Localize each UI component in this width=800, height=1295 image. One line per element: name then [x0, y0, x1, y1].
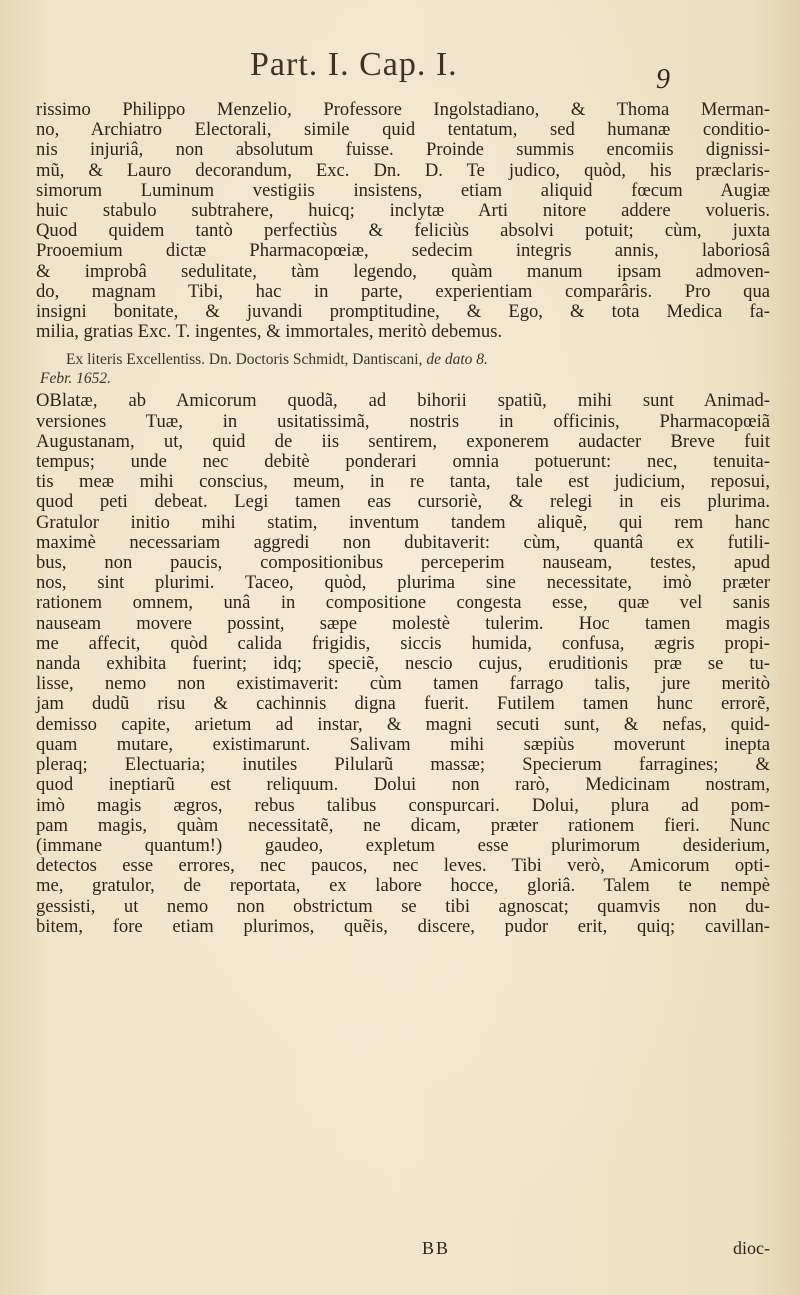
- text-line: quod peti debeat. Legi tamen eas cursoriè, & relegi in eis plurima.: [36, 491, 770, 513]
- text-line: detectos esse errores, nec paucos, nec leves. Tibi verò, Amicorum opti-: [36, 855, 770, 877]
- letter-heading-date-cont: Febr. 1652.: [40, 370, 112, 388]
- text-line: nos, sint plurimi. Taceo, quòd, plurima sine necessitate, imò præter: [36, 572, 770, 594]
- text-line: demisso capite, arietum ad instar, & magni secuti sunt, & nefas, quid-: [36, 713, 770, 735]
- text-line: & improbâ sedulitate, tàm legendo, quàm manum ipsam admoven-: [36, 260, 770, 282]
- text-line: pleraq; Electuaria; inutiles Pilularũ massæ; Specierum farragines; &: [36, 754, 770, 776]
- text-line: quam mutare, existimarunt. Salivam mihi sæpiùs moverunt inepta: [36, 733, 770, 755]
- paragraph-2: [36, 391, 770, 936]
- text-line: lisse, nemo non existimaverit: cùm tamen farrago talis, jure meritò: [36, 673, 770, 695]
- text-line: imò magis ægros, rebus talibus conspurcari. Dolui, plura ad pom-: [36, 794, 770, 816]
- text-line: insigni bonitate, & juvandi promptitudine, & Ego, & tota Medica fa-: [36, 301, 770, 323]
- page-number: 9: [656, 64, 670, 95]
- text-line: me, gratulor, de reportata, ex labore hocce, gloriâ. Talem te nempè: [36, 875, 770, 897]
- text-line: simorum Luminum vestigiis insistens, etiam aliquid fœcum Augiæ: [36, 179, 770, 201]
- text-line: milia, gratias Exc. T. ingentes, & immortales, meritò debemus.: [36, 321, 503, 343]
- text-line: huic stabulo subtrahere, huicq; inclytæ Arti nitore addere volueris.: [36, 200, 770, 222]
- text-line: nauseam movere possint, sæpe molestè tulerim. Hoc tamen magis: [36, 612, 770, 634]
- signature-mark: BB: [422, 1238, 451, 1258]
- text-line: Augustanam, ut, quid de iis sentirem, exponerem audacter Breve fuit: [36, 430, 770, 452]
- text-line: OBlatæ, ab Amicorum quodã, ad bihorii spatiũ, mihi sunt Animad-: [36, 390, 770, 412]
- running-title: Part. I. Cap. I.: [250, 46, 458, 83]
- text-line: (immane quantum!) gaudeo, expletum esse plurimorum desiderium,: [36, 834, 770, 856]
- body-text: [36, 100, 770, 937]
- letter-heading: [36, 350, 770, 388]
- text-line: Gratulor initio mihi statim, inventum tandem aliquẽ, qui rem hanc: [36, 511, 770, 533]
- running-head: [250, 46, 670, 96]
- text-line: versiones Tuæ, in usitatissimã, nostris in officinis, Pharmacopœiã: [36, 410, 770, 432]
- text-line: do, magnam Tibi, hac in parte, experientiam comparâris. Pro qua: [36, 280, 770, 302]
- text-line: Prooemium dictæ Pharmacopœiæ, sedecim integris annis, laboriosâ: [36, 240, 770, 262]
- text-line: pam magis, quàm necessitatẽ, ne dicam, præter rationem fieri. Nunc: [36, 814, 770, 836]
- text-line: gessisti, ut nemo non obstrictum se tibi agnoscat; quamvis non du-: [36, 895, 770, 917]
- text-line: Quod quidem tantò perfectiùs & feliciùs absolvi potuit; cùm, juxta: [36, 220, 770, 242]
- paragraph-1: [36, 100, 770, 342]
- text-line: mũ, & Lauro decorandum, Exc. Dn. D. Te judico, quòd, his præclaris-: [36, 159, 770, 181]
- text-line: bitem, fore etiam plurimos, quẽis, discere, pudor erit, quiq; cavillan-: [36, 915, 770, 937]
- text-line: nis injuriâ, non absolutum fuisse. Proinde summis encomiis dignissi-: [36, 139, 770, 161]
- letter-heading-date: de dato 8.: [426, 351, 488, 369]
- text-line: bus, non paucis, compositionibus perceperim nauseam, testes, apud: [36, 552, 770, 574]
- text-line: nanda exhibita fuerint; idq; speciẽ, nescio cujus, eruditionis præ se tu-: [36, 653, 770, 675]
- text-line: tis meæ mihi conscius, meum, in re tanta, tale est judicium, reposui,: [36, 471, 770, 493]
- text-line: rissimo Philippo Menzelio, Professore Ingolstadiano, & Thoma Merman-: [36, 99, 770, 120]
- page-footer: [36, 1238, 770, 1262]
- text-line: me affecit, quòd calida frigidis, siccis humida, confusa, ægris propi-: [36, 632, 770, 654]
- letter-heading-source: Ex literis Excellentiss. Dn. Doctoris Schmidt, Dantiscani,: [66, 351, 423, 369]
- text-line: tempus; unde nec debitè ponderari omnia potuerunt: nec, tenuita-: [36, 451, 770, 473]
- text-line: jam dudũ risu & cachinnis digna fuerit. Futilem tamen hunc errorẽ,: [36, 693, 770, 715]
- text-line: no, Archiatro Electorali, simile quid tentatum, sed humanæ conditio-: [36, 119, 770, 141]
- text-line: rationem omnem, unâ in compositione congesta esse, quæ vel sanis: [36, 592, 770, 614]
- catchword: dioc-: [733, 1238, 770, 1258]
- text-line: maximè necessariam aggredi non dubitaverit: cùm, quantâ ex futili-: [36, 531, 770, 553]
- text-line: quod ineptiarũ est reliquum. Dolui non rarò, Medicinam nostram,: [36, 774, 770, 796]
